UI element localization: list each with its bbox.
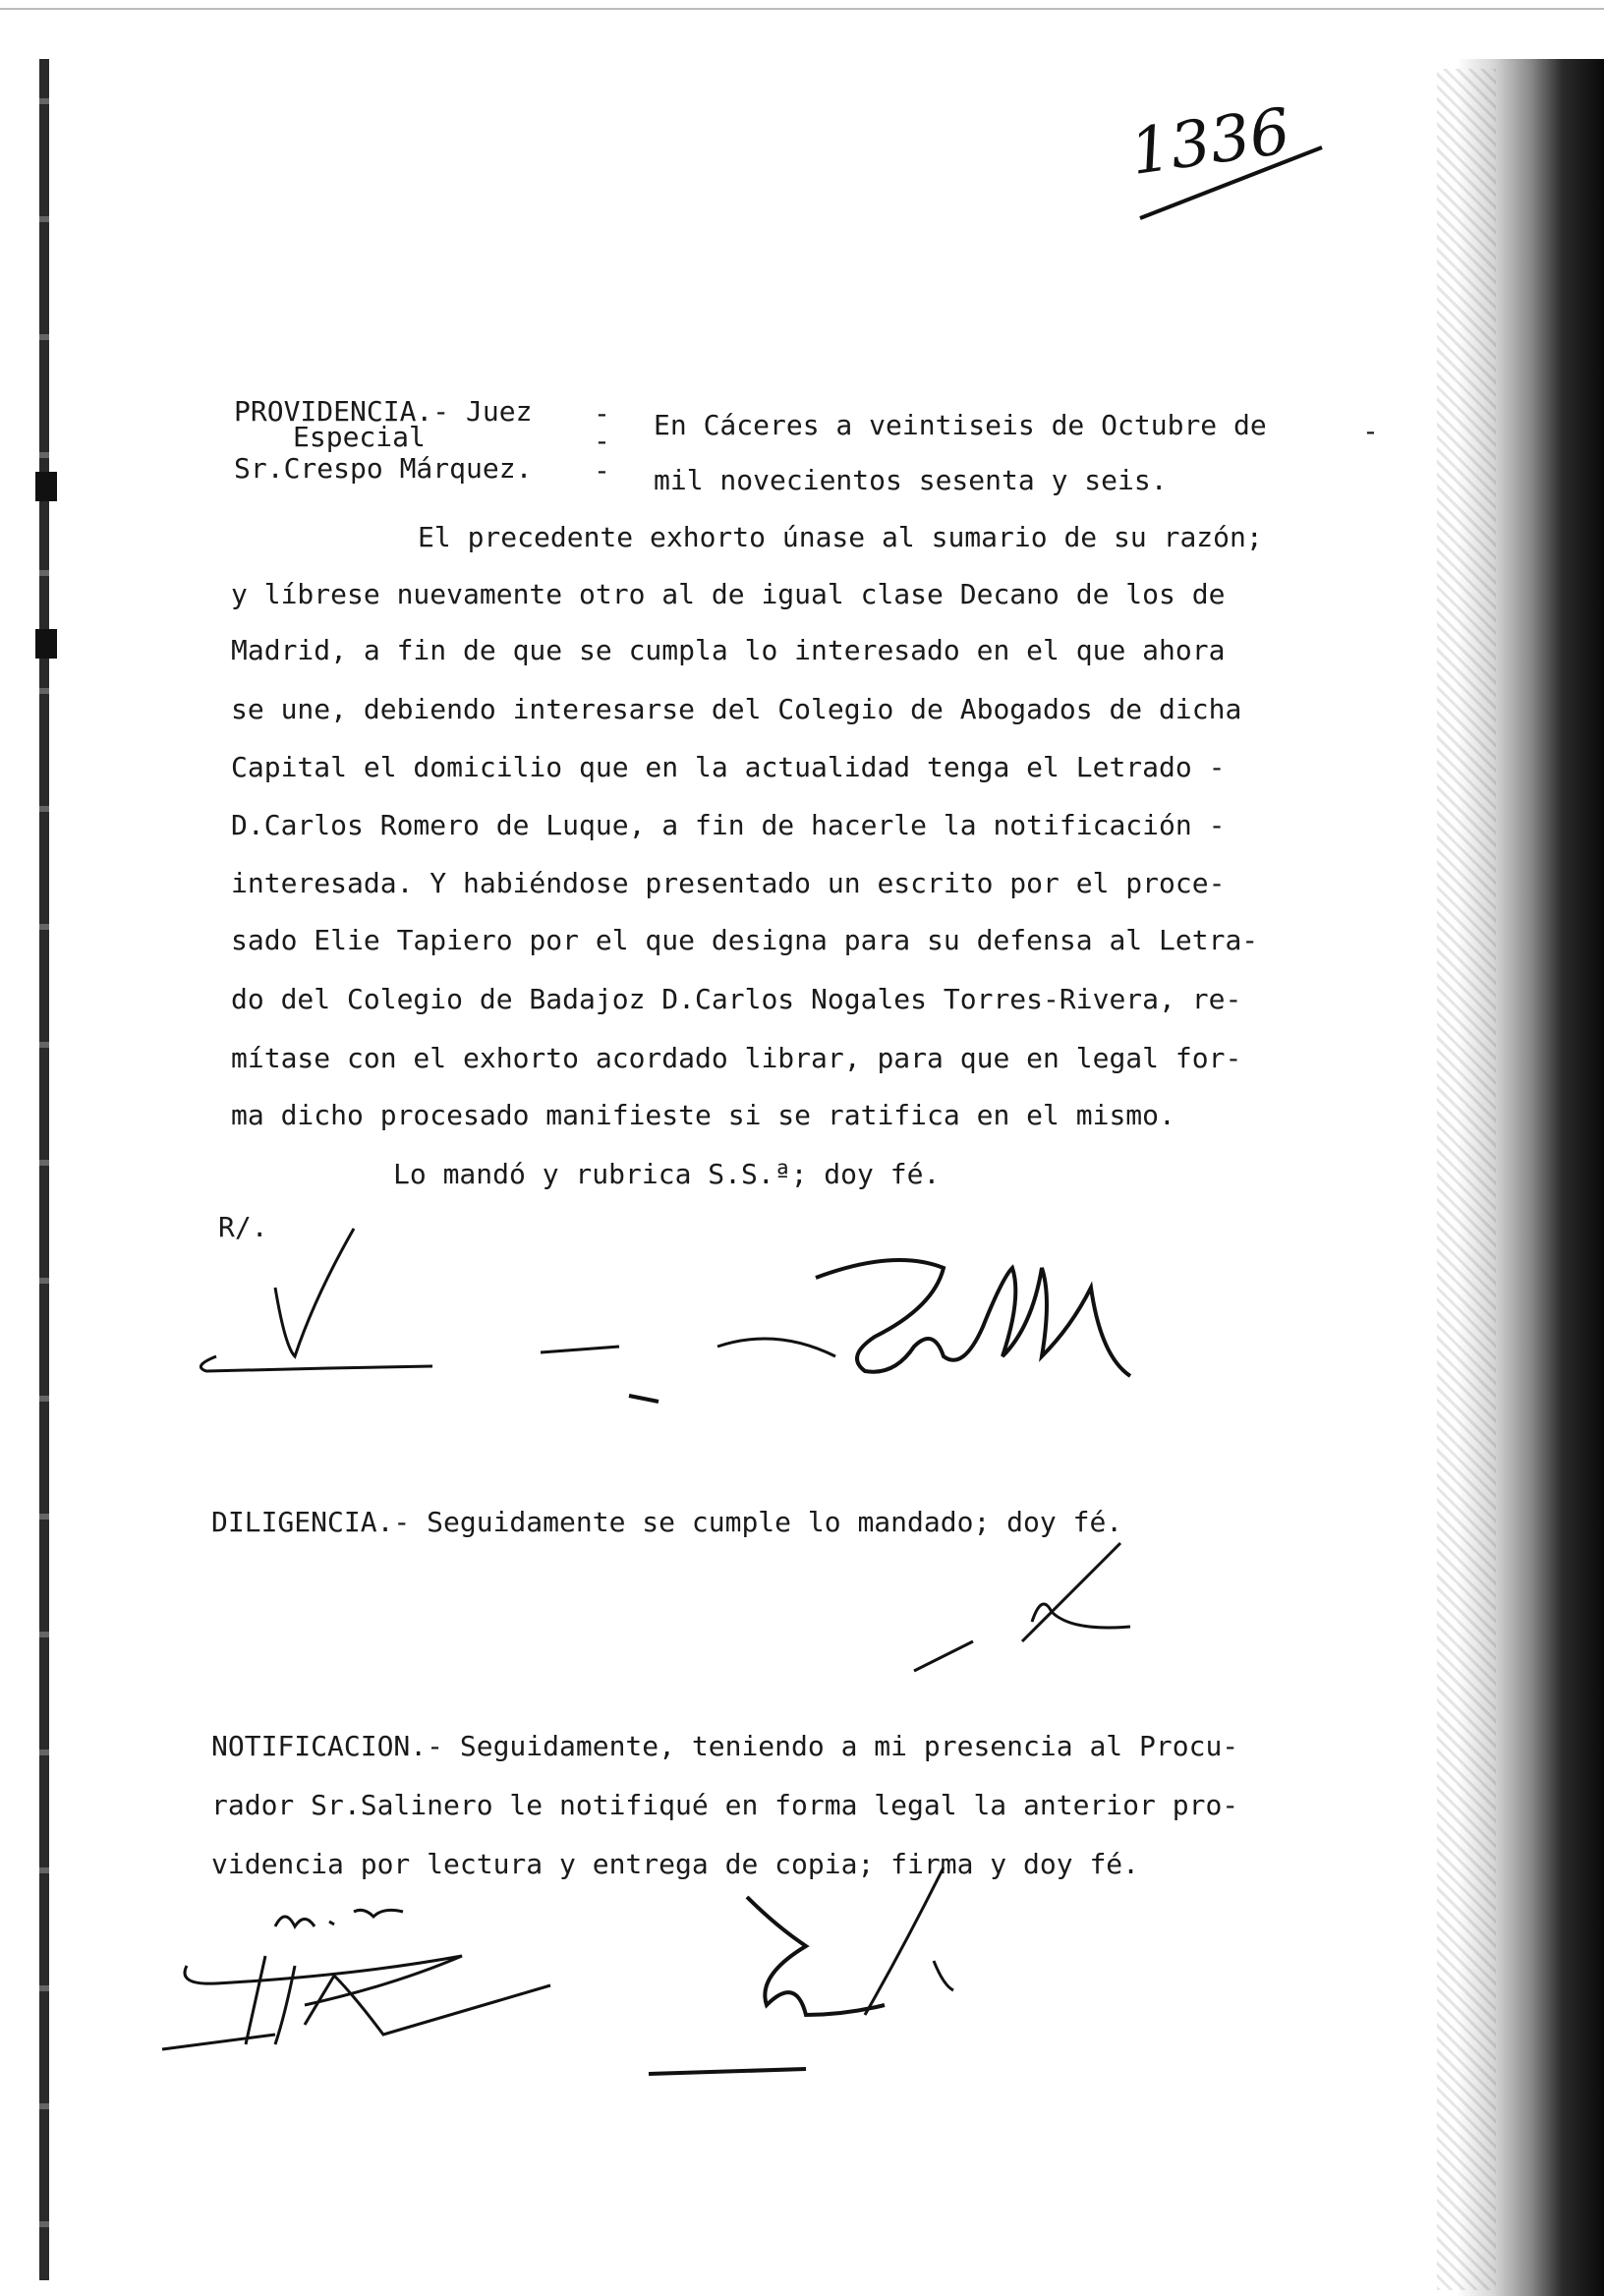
secretary-rubric	[885, 1533, 1199, 1691]
body-line: do del Colegio de Badajoz D.Carlos Nogales Torres-Rivera, re-	[231, 983, 1242, 1015]
header-dash: -	[594, 454, 610, 487]
body-line: mítase con el exhorto acordado librar, para que en legal for-	[231, 1042, 1242, 1074]
body-line: y líbrese nuevamente otro al de igual clase Decano de los de	[231, 578, 1226, 610]
rubric-label: R/.	[218, 1211, 268, 1243]
diligencia-text: DILIGENCIA.- Seguidamente se cumple lo mandado; doy fé.	[211, 1506, 1123, 1538]
header-dash: -	[594, 397, 610, 430]
body-line: se une, debiendo interesarse del Colegio de Abogados de dicha	[231, 693, 1242, 725]
judge-signature	[187, 1209, 1317, 1435]
margin-mark	[35, 629, 57, 659]
date-line-1: En Cáceres a veintiseis de Octubre de	[654, 409, 1267, 441]
body-line: Capital el domicilio que en la actualidad tenga el Letrado -	[231, 751, 1226, 783]
scan-edge-speckle	[1437, 69, 1496, 2290]
judge-title: Especial	[293, 421, 426, 453]
judge-name: Sr.Crespo Márquez.	[234, 452, 533, 485]
body-line: D.Carlos Romero de Luque, a fin de hacerle la notificación -	[231, 809, 1226, 841]
date-line-2: mil novecientos sesenta y seis.	[654, 464, 1168, 496]
left-binding-margin	[39, 59, 49, 2280]
margin-mark	[35, 472, 57, 501]
body-line: El precedente exhorto únase al sumario de su razón;	[418, 521, 1263, 553]
closing-line: Lo mandó y rubrica S.S.ª; doy fé.	[393, 1158, 941, 1190]
body-line: ma dicho procesado manifieste si se ratifica en el mismo.	[231, 1099, 1175, 1131]
folio-number: 1336	[1125, 95, 1295, 190]
body-line: sado Elie Tapiero por el que designa para su defensa al Letra-	[231, 924, 1259, 956]
body-line: interesada. Y habiéndose presentado un escrito por el proce-	[231, 867, 1226, 899]
notification-signatures	[157, 1867, 1238, 2103]
notificacion-line: videncia por lectura y entrega de copia; firma y doy fé.	[211, 1848, 1140, 1880]
header-dash: -	[594, 425, 610, 457]
providencia-heading: PROVIDENCIA.- Juez	[234, 395, 533, 428]
header-dash: -	[1362, 415, 1379, 447]
folio-underline	[0, 0, 1604, 256]
notificacion-line: NOTIFICACION.- Seguidamente, teniendo a mi presencia al Procu-	[211, 1730, 1239, 1762]
notificacion-line: rador Sr.Salinero le notifiqué en forma legal la anterior pro-	[211, 1789, 1239, 1821]
body-line: Madrid, a fin de que se cumpla lo interesado en el que ahora	[231, 634, 1226, 666]
